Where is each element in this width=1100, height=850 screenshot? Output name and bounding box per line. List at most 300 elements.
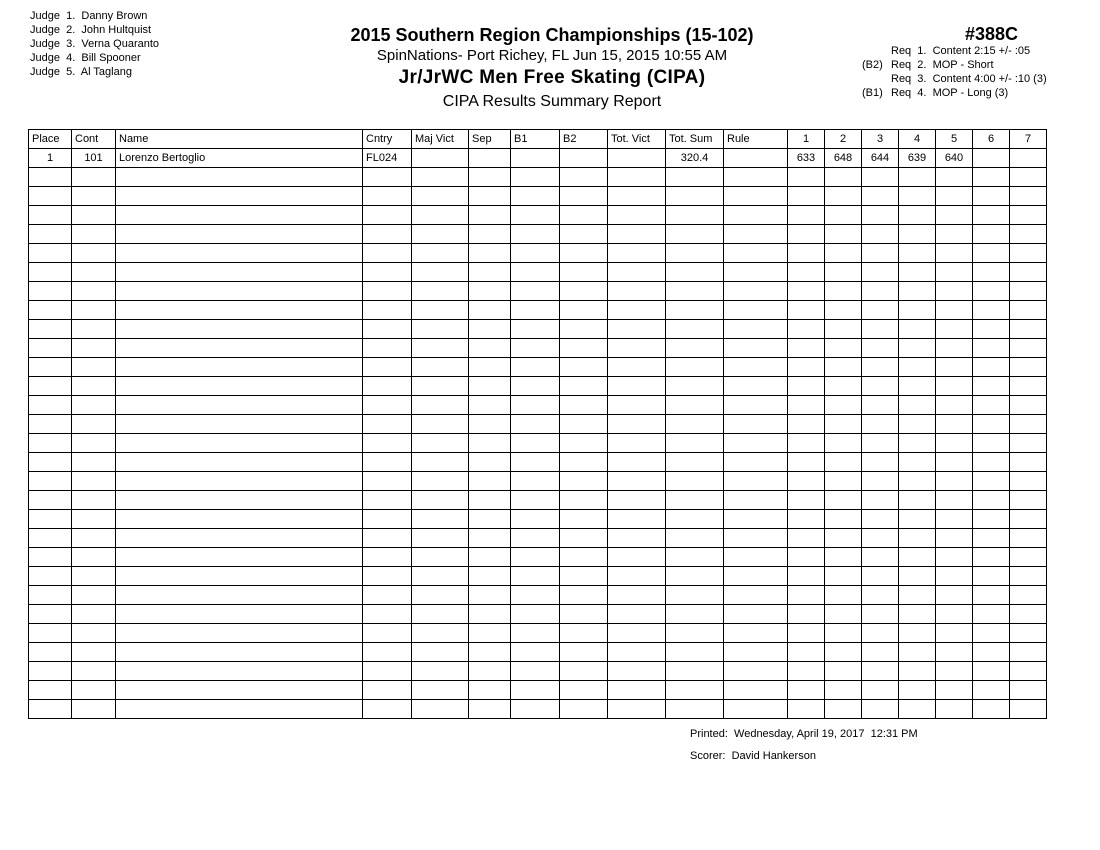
empty-cell — [29, 586, 72, 605]
empty-cell — [1010, 624, 1047, 643]
empty-cell — [511, 377, 560, 396]
empty-cell — [412, 168, 469, 187]
empty-cell — [608, 415, 666, 434]
empty-cell — [788, 415, 825, 434]
empty-cell — [666, 624, 724, 643]
empty-cell — [608, 168, 666, 187]
cont-cell: 101 — [72, 149, 116, 168]
empty-cell — [469, 529, 511, 548]
empty-cell — [899, 168, 936, 187]
empty-cell — [899, 225, 936, 244]
empty-cell — [724, 434, 788, 453]
empty-cell — [469, 453, 511, 472]
empty-cell — [29, 320, 72, 339]
empty-cell — [724, 548, 788, 567]
empty-cell — [862, 339, 899, 358]
empty-cell — [412, 244, 469, 263]
empty-cell — [469, 206, 511, 225]
empty-cell — [825, 548, 862, 567]
empty-cell — [412, 700, 469, 719]
empty-cell — [788, 529, 825, 548]
empty-cell — [72, 605, 116, 624]
empty-cell — [116, 700, 363, 719]
results-table — [28, 129, 1047, 719]
empty-cell — [511, 168, 560, 187]
empty-cell — [469, 491, 511, 510]
column-header: 1 — [788, 130, 825, 149]
empty-cell — [511, 358, 560, 377]
empty-cell — [936, 510, 973, 529]
empty-cell — [412, 510, 469, 529]
empty-cell — [469, 434, 511, 453]
empty-cell — [899, 491, 936, 510]
empty-cell — [29, 415, 72, 434]
empty-cell — [973, 206, 1010, 225]
country-cell: FL024 — [363, 149, 412, 168]
empty-cell — [116, 586, 363, 605]
empty-cell — [412, 643, 469, 662]
column-header: 3 — [862, 130, 899, 149]
empty-cell — [560, 624, 608, 643]
judge-score-cell: 648 — [825, 149, 862, 168]
empty-cell — [899, 301, 936, 320]
empty-cell — [1010, 586, 1047, 605]
empty-cell — [973, 472, 1010, 491]
empty-cell — [29, 282, 72, 301]
empty-cell — [412, 624, 469, 643]
empty-cell — [116, 491, 363, 510]
empty-cell — [1010, 320, 1047, 339]
empty-cell — [116, 567, 363, 586]
empty-cell — [560, 339, 608, 358]
empty-cell — [469, 662, 511, 681]
empty-cell — [29, 377, 72, 396]
empty-cell — [825, 491, 862, 510]
place-cell: 1 — [29, 149, 72, 168]
empty-cell — [363, 643, 412, 662]
empty-cell — [560, 567, 608, 586]
b1-cell — [511, 149, 560, 168]
empty-cell — [469, 396, 511, 415]
column-header: B1 — [511, 130, 560, 149]
empty-cell — [116, 358, 363, 377]
empty-cell — [511, 263, 560, 282]
empty-cell — [469, 320, 511, 339]
empty-cell — [511, 548, 560, 567]
empty-cell — [412, 586, 469, 605]
empty-cell — [29, 472, 72, 491]
judges-list — [30, 9, 159, 79]
report-title: CIPA Results Summary Report — [442, 93, 662, 110]
empty-cell — [862, 320, 899, 339]
empty-cell — [608, 263, 666, 282]
empty-cell — [973, 624, 1010, 643]
empty-cell — [899, 548, 936, 567]
empty-cell — [1010, 168, 1047, 187]
empty-cell — [825, 396, 862, 415]
empty-cell — [724, 206, 788, 225]
empty-cell — [973, 529, 1010, 548]
column-header: Tot. Sum — [666, 130, 724, 149]
empty-cell — [973, 681, 1010, 700]
empty-cell — [29, 225, 72, 244]
empty-cell — [825, 206, 862, 225]
empty-cell — [363, 700, 412, 719]
empty-cell — [363, 586, 412, 605]
empty-cell — [72, 586, 116, 605]
requirement-text: Req 2. MOP - Short — [891, 59, 994, 71]
empty-cell — [116, 434, 363, 453]
empty-cell — [825, 662, 862, 681]
empty-cell — [973, 605, 1010, 624]
empty-cell — [29, 358, 72, 377]
empty-cell — [560, 700, 608, 719]
empty-cell — [29, 510, 72, 529]
empty-cell — [72, 510, 116, 529]
empty-cell — [608, 700, 666, 719]
empty-cell — [511, 643, 560, 662]
empty-cell — [1010, 415, 1047, 434]
empty-cell — [72, 396, 116, 415]
empty-cell — [862, 187, 899, 206]
empty-cell — [72, 377, 116, 396]
empty-cell — [72, 681, 116, 700]
empty-cell — [973, 263, 1010, 282]
printed-date: Printed: Wednesday, April 19, 2017 12:31 PM — [690, 728, 918, 740]
empty-cell — [511, 529, 560, 548]
empty-cell — [788, 187, 825, 206]
empty-cell — [666, 472, 724, 491]
empty-cell — [412, 282, 469, 301]
empty-cell — [973, 567, 1010, 586]
empty-cell — [511, 339, 560, 358]
empty-cell — [825, 453, 862, 472]
empty-cell — [29, 491, 72, 510]
empty-cell — [899, 320, 936, 339]
column-header: Cont — [72, 130, 116, 149]
empty-cell — [560, 662, 608, 681]
empty-cell — [412, 187, 469, 206]
empty-cell — [608, 377, 666, 396]
empty-cell — [72, 529, 116, 548]
empty-cell — [936, 472, 973, 491]
empty-cell — [608, 187, 666, 206]
empty-cell — [936, 187, 973, 206]
empty-cell — [899, 339, 936, 358]
empty-cell — [116, 225, 363, 244]
empty-cell — [666, 586, 724, 605]
empty-cell — [608, 301, 666, 320]
empty-cell — [72, 320, 116, 339]
empty-cell — [608, 681, 666, 700]
empty-cell — [788, 244, 825, 263]
judge-score-cell: 644 — [862, 149, 899, 168]
empty-cell — [412, 377, 469, 396]
name-cell: Lorenzo Bertoglio — [116, 149, 363, 168]
empty-cell — [29, 681, 72, 700]
empty-cell — [724, 415, 788, 434]
empty-cell — [608, 472, 666, 491]
empty-cell — [469, 681, 511, 700]
empty-cell — [666, 244, 724, 263]
empty-cell — [973, 700, 1010, 719]
empty-cell — [1010, 700, 1047, 719]
empty-cell — [936, 282, 973, 301]
empty-cell — [936, 434, 973, 453]
tot-vict-cell — [608, 149, 666, 168]
judge-score-cell — [1010, 149, 1047, 168]
empty-cell — [29, 301, 72, 320]
requirement-prefix: (B2) — [862, 59, 883, 71]
empty-cell — [363, 624, 412, 643]
empty-cell — [862, 643, 899, 662]
column-header: 5 — [936, 130, 973, 149]
empty-cell — [29, 548, 72, 567]
empty-cell — [936, 244, 973, 263]
empty-cell — [511, 605, 560, 624]
requirement-text: Req 4. MOP - Long (3) — [891, 87, 1009, 99]
empty-cell — [469, 567, 511, 586]
empty-cell — [788, 643, 825, 662]
empty-cell — [899, 529, 936, 548]
empty-cell — [363, 510, 412, 529]
event-code: #388C — [965, 24, 1019, 44]
empty-cell — [862, 168, 899, 187]
empty-cell — [666, 282, 724, 301]
empty-cell — [1010, 339, 1047, 358]
empty-cell — [973, 396, 1010, 415]
table-row — [29, 149, 1047, 168]
empty-cell — [862, 605, 899, 624]
requirement-text: Req 1. Content 2:15 +/- :05 — [891, 45, 1031, 57]
empty-cell — [862, 434, 899, 453]
empty-cell — [936, 681, 973, 700]
empty-cell — [363, 282, 412, 301]
empty-cell — [608, 320, 666, 339]
empty-cell — [511, 225, 560, 244]
empty-cell — [469, 263, 511, 282]
empty-cell — [666, 662, 724, 681]
empty-cell — [29, 434, 72, 453]
empty-cell — [1010, 377, 1047, 396]
empty-cell — [560, 282, 608, 301]
empty-cell — [29, 643, 72, 662]
empty-cell — [608, 339, 666, 358]
empty-cell — [116, 529, 363, 548]
empty-cell — [973, 244, 1010, 263]
empty-cell — [788, 624, 825, 643]
empty-cell — [899, 263, 936, 282]
empty-cell — [666, 358, 724, 377]
empty-cell — [560, 434, 608, 453]
empty-cell — [72, 187, 116, 206]
empty-cell — [116, 643, 363, 662]
empty-cell — [412, 453, 469, 472]
empty-table-row — [29, 434, 1047, 453]
empty-cell — [116, 605, 363, 624]
empty-cell — [724, 624, 788, 643]
empty-cell — [724, 643, 788, 662]
empty-cell — [862, 358, 899, 377]
empty-cell — [1010, 491, 1047, 510]
empty-table-row — [29, 244, 1047, 263]
empty-cell — [724, 529, 788, 548]
empty-cell — [116, 206, 363, 225]
empty-cell — [724, 320, 788, 339]
empty-table-row — [29, 662, 1047, 681]
empty-cell — [412, 548, 469, 567]
column-header: 2 — [825, 130, 862, 149]
empty-cell — [973, 434, 1010, 453]
empty-table-row — [29, 263, 1047, 282]
empty-cell — [788, 700, 825, 719]
empty-cell — [29, 700, 72, 719]
empty-cell — [666, 548, 724, 567]
empty-cell — [825, 510, 862, 529]
empty-cell — [788, 225, 825, 244]
empty-cell — [788, 605, 825, 624]
empty-cell — [825, 415, 862, 434]
empty-cell — [862, 510, 899, 529]
empty-cell — [666, 301, 724, 320]
requirement-row — [862, 72, 1047, 86]
empty-cell — [511, 567, 560, 586]
empty-cell — [788, 472, 825, 491]
empty-cell — [825, 624, 862, 643]
empty-cell — [862, 529, 899, 548]
empty-cell — [116, 282, 363, 301]
empty-cell — [511, 396, 560, 415]
empty-table-row — [29, 415, 1047, 434]
empty-cell — [29, 244, 72, 263]
empty-cell — [788, 453, 825, 472]
empty-cell — [862, 567, 899, 586]
empty-cell — [363, 225, 412, 244]
empty-cell — [469, 225, 511, 244]
empty-cell — [788, 339, 825, 358]
empty-cell — [608, 605, 666, 624]
empty-cell — [788, 168, 825, 187]
empty-cell — [72, 472, 116, 491]
empty-cell — [608, 510, 666, 529]
empty-cell — [973, 491, 1010, 510]
empty-cell — [560, 605, 608, 624]
empty-cell — [72, 624, 116, 643]
requirement-prefix — [862, 72, 891, 86]
empty-cell — [862, 548, 899, 567]
empty-cell — [825, 586, 862, 605]
empty-cell — [825, 358, 862, 377]
column-header: Rule — [724, 130, 788, 149]
empty-table-row — [29, 206, 1047, 225]
empty-cell — [469, 415, 511, 434]
empty-cell — [666, 320, 724, 339]
empty-cell — [72, 415, 116, 434]
column-header: Place — [29, 130, 72, 149]
empty-cell — [608, 643, 666, 662]
empty-cell — [608, 244, 666, 263]
requirement-prefix — [862, 44, 891, 58]
empty-cell — [825, 700, 862, 719]
empty-cell — [724, 491, 788, 510]
empty-cell — [363, 662, 412, 681]
empty-cell — [608, 434, 666, 453]
empty-cell — [936, 624, 973, 643]
empty-cell — [363, 320, 412, 339]
empty-cell — [825, 434, 862, 453]
empty-cell — [724, 358, 788, 377]
empty-cell — [724, 586, 788, 605]
empty-cell — [973, 662, 1010, 681]
empty-cell — [666, 529, 724, 548]
empty-table-row — [29, 567, 1047, 586]
empty-cell — [666, 187, 724, 206]
empty-cell — [788, 206, 825, 225]
empty-cell — [1010, 358, 1047, 377]
requirement-prefix: (B1) — [862, 87, 883, 99]
empty-cell — [412, 263, 469, 282]
empty-cell — [862, 453, 899, 472]
sep-cell — [469, 149, 511, 168]
empty-cell — [788, 301, 825, 320]
empty-cell — [724, 453, 788, 472]
empty-cell — [724, 225, 788, 244]
requirement-row — [862, 86, 1047, 100]
empty-cell — [116, 453, 363, 472]
empty-cell — [363, 358, 412, 377]
empty-cell — [899, 681, 936, 700]
rule-cell — [724, 149, 788, 168]
empty-cell — [29, 529, 72, 548]
empty-cell — [469, 339, 511, 358]
empty-cell — [1010, 206, 1047, 225]
empty-cell — [666, 396, 724, 415]
column-header: Sep — [469, 130, 511, 149]
empty-table-row — [29, 643, 1047, 662]
empty-cell — [469, 187, 511, 206]
empty-cell — [724, 263, 788, 282]
empty-cell — [936, 263, 973, 282]
empty-cell — [936, 548, 973, 567]
empty-cell — [788, 377, 825, 396]
empty-cell — [666, 434, 724, 453]
judge-score-cell — [973, 149, 1010, 168]
empty-cell — [511, 624, 560, 643]
empty-table-row — [29, 339, 1047, 358]
empty-cell — [936, 358, 973, 377]
requirement-row — [862, 44, 1047, 58]
requirement-row — [862, 58, 1047, 72]
empty-cell — [825, 339, 862, 358]
empty-cell — [469, 377, 511, 396]
empty-cell — [560, 263, 608, 282]
empty-cell — [116, 377, 363, 396]
empty-cell — [825, 320, 862, 339]
empty-cell — [825, 168, 862, 187]
empty-cell — [469, 244, 511, 263]
empty-cell — [1010, 510, 1047, 529]
empty-cell — [560, 415, 608, 434]
requirement-text: Req 3. Content 4:00 +/- :10 (3) — [891, 73, 1047, 85]
empty-table-row — [29, 282, 1047, 301]
empty-cell — [363, 548, 412, 567]
empty-cell — [788, 491, 825, 510]
empty-cell — [72, 301, 116, 320]
empty-cell — [363, 605, 412, 624]
empty-cell — [608, 225, 666, 244]
empty-cell — [825, 377, 862, 396]
empty-table-row — [29, 225, 1047, 244]
